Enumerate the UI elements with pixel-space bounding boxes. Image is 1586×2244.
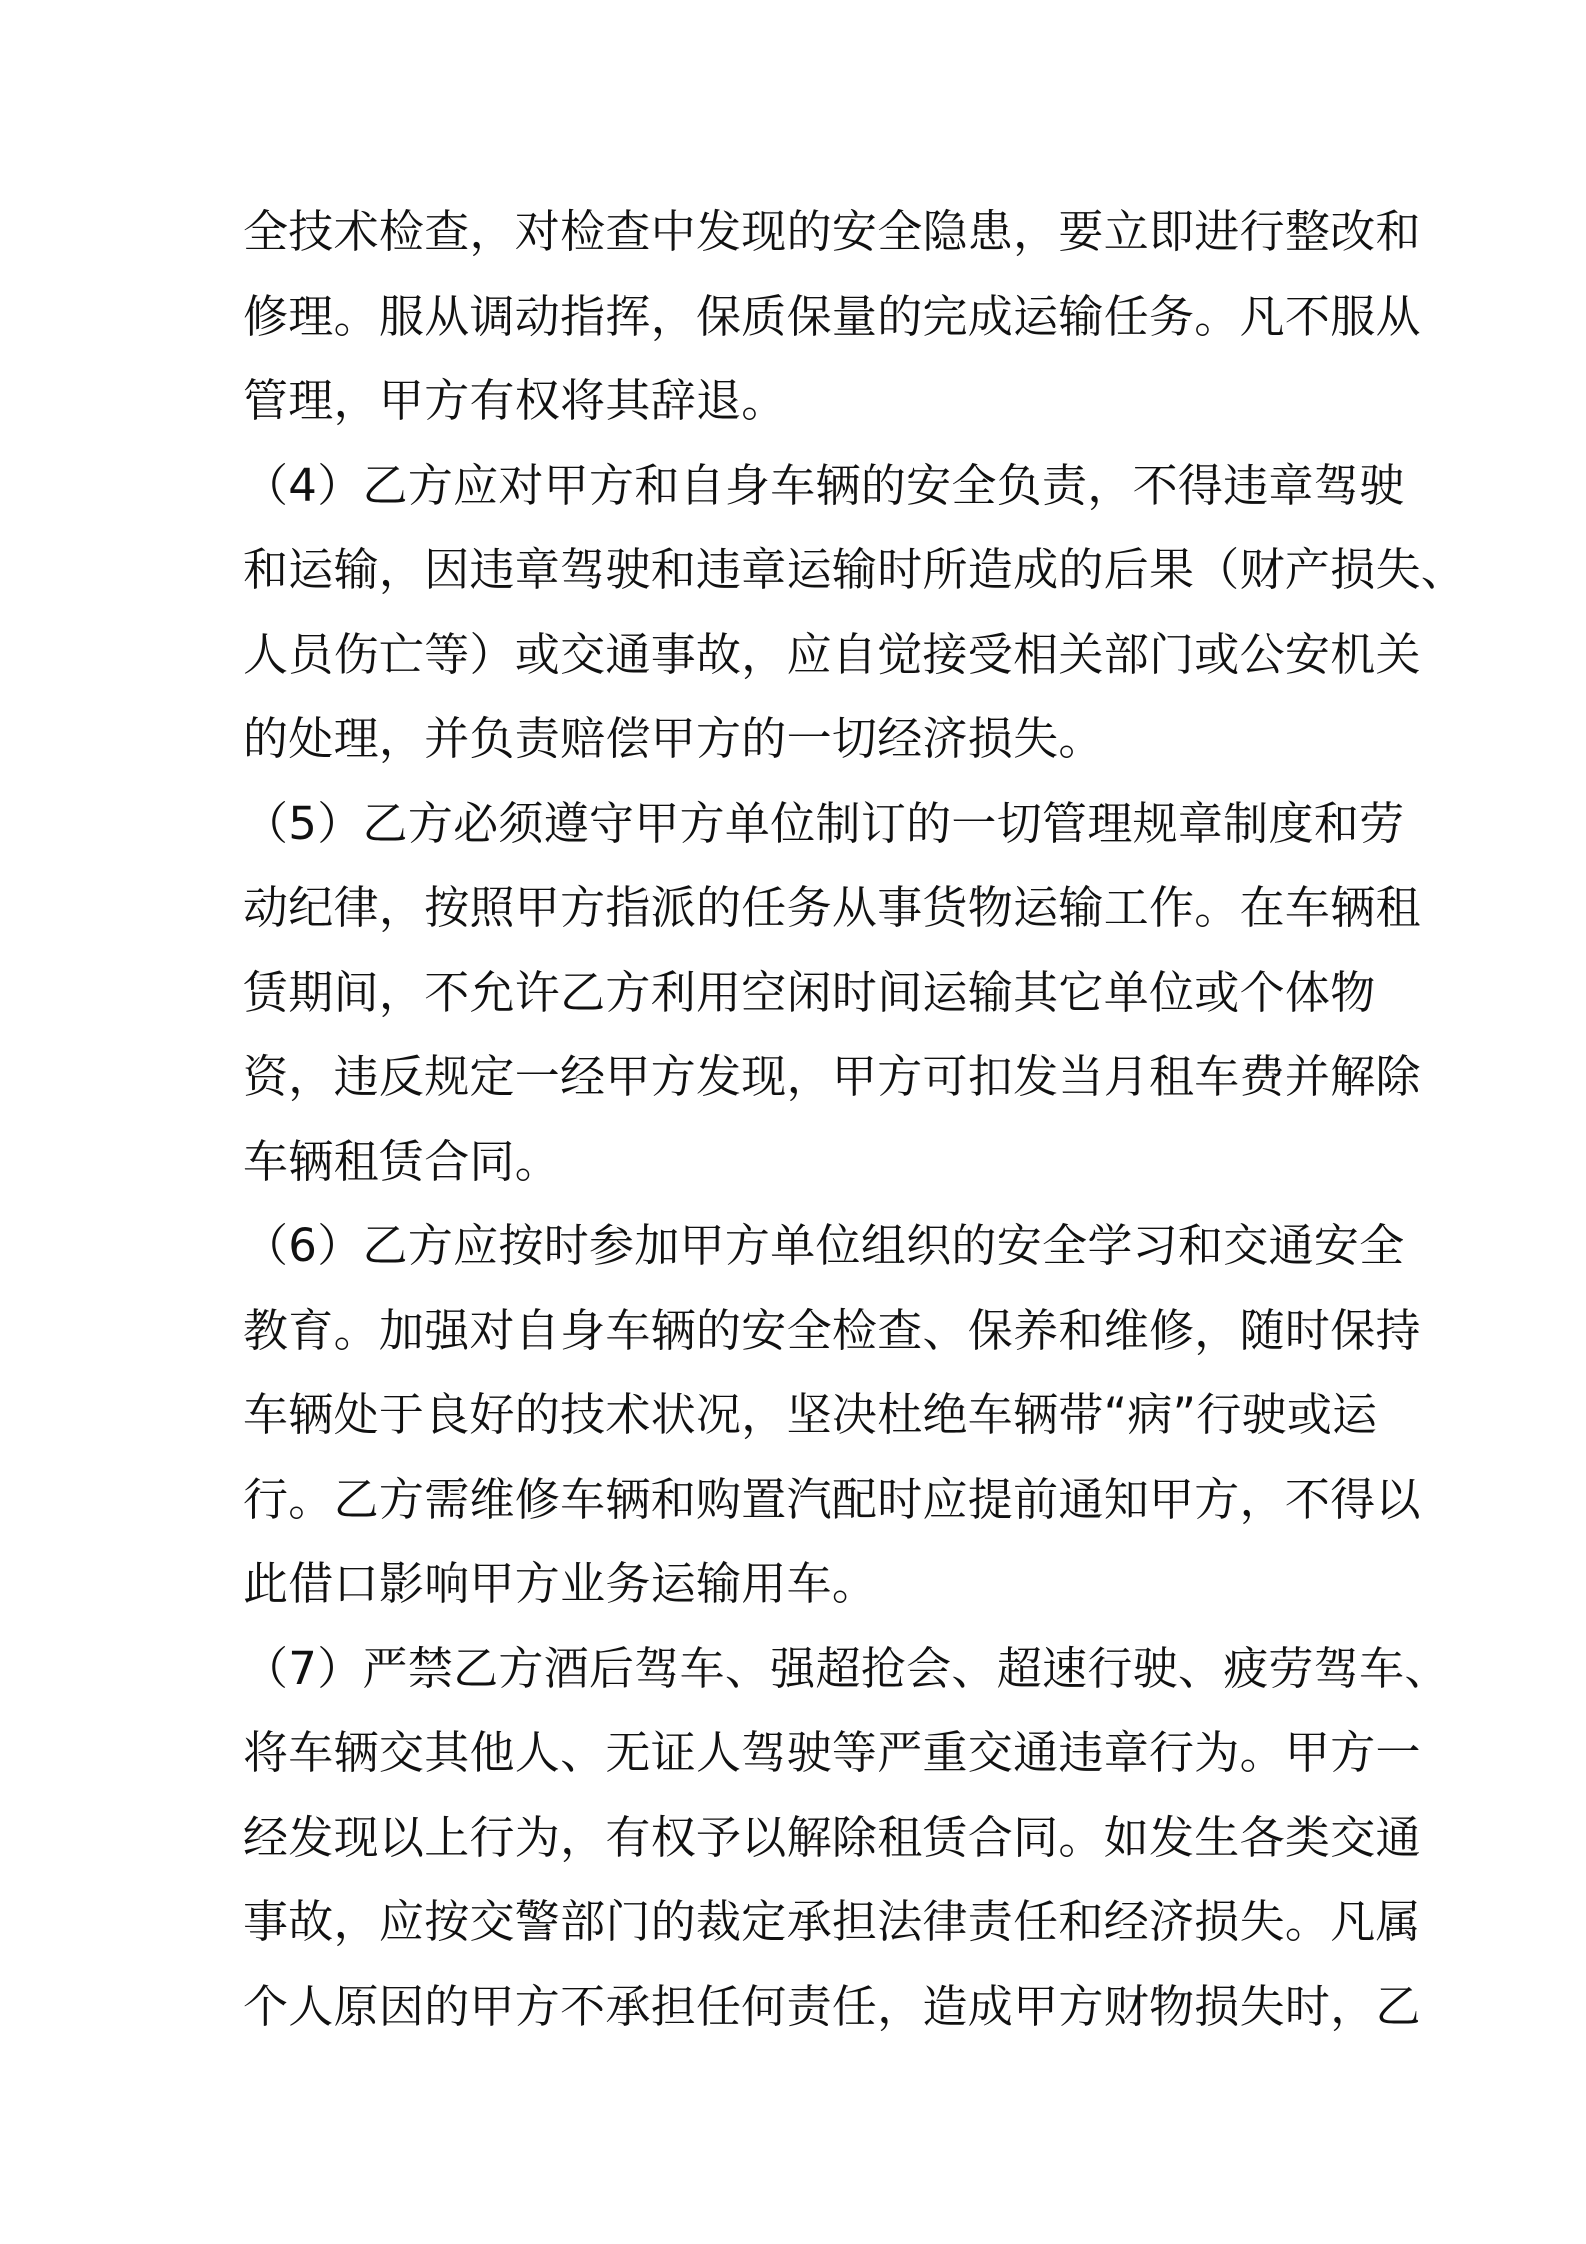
- text-line-2: 修理。服从调动指挥，保质保量的完成运输任务。凡不服从: [243, 289, 1421, 343]
- text-line-6: 人员伤亡等）或交通事故，应自觉接受相关部门或公安机关: [243, 627, 1421, 681]
- text-line-18: （7）严禁乙方酒后驾车、强超抢会、超速行驶、疲劳驾车、: [243, 1641, 1450, 1695]
- text-line-7: 的处理，并负责赔偿甲方的一切经济损失。: [243, 712, 1104, 765]
- text-line-13: （6）乙方应按时参加甲方单位组织的安全学习和交通安全: [243, 1219, 1405, 1272]
- text-line-3: 管理，甲方有权将其辞退。: [243, 374, 787, 427]
- text-line-11: 资，违反规定一经甲方发现，甲方可扣发当月租车费并解除: [243, 1050, 1421, 1103]
- text-line-22: 个人原因的甲方不承担任何责任，造成甲方财物损失时，乙: [243, 1979, 1421, 2033]
- text-line-17: 此借口影响甲方业务运输用车。: [243, 1557, 878, 1610]
- text-line-12: 车辆租赁合同。: [243, 1134, 561, 1188]
- text-line-20: 经发现以上行为，有权予以解除租赁合同。如发生各类交通: [243, 1810, 1421, 1864]
- text-line-9: 动纪律，按照甲方指派的任务从事货物运输工作。在车辆租: [243, 881, 1421, 934]
- text-line-5: 和运输，因违章驾驶和违章运输时所造成的后果（财产损失、: [243, 543, 1467, 596]
- text-line-21: 事故，应按交警部门的裁定承担法律责任和经济损失。凡属: [243, 1895, 1421, 1948]
- text-line-19: 将车辆交其他人、无证人驾驶等严重交通违章行为。甲方一: [243, 1726, 1421, 1779]
- text-line-10: 赁期间，不允许乙方利用空闲时间运输其它单位或个体物: [243, 965, 1376, 1019]
- text-line-15: 车辆处于良好的技术状况，坚决杜绝车辆带“病”行驶或运: [243, 1388, 1378, 1441]
- text-line-4: （4）乙方应对甲方和自身车辆的安全负责，不得违章驾驶: [243, 458, 1405, 512]
- document-body: [243, 190, 1467, 2049]
- text-line-1: 全技术检查，对检查中发现的安全隐患，要立即进行整改和: [243, 205, 1421, 258]
- text-line-16: 行。乙方需维修车辆和购置汽配时应提前通知甲方，不得以: [243, 1472, 1421, 1526]
- text-line-14: 教育。加强对自身车辆的安全检查、保养和维修，随时保持: [243, 1303, 1421, 1357]
- text-line-8: （5）乙方必须遵守甲方单位制订的一切管理规章制度和劳: [243, 796, 1405, 850]
